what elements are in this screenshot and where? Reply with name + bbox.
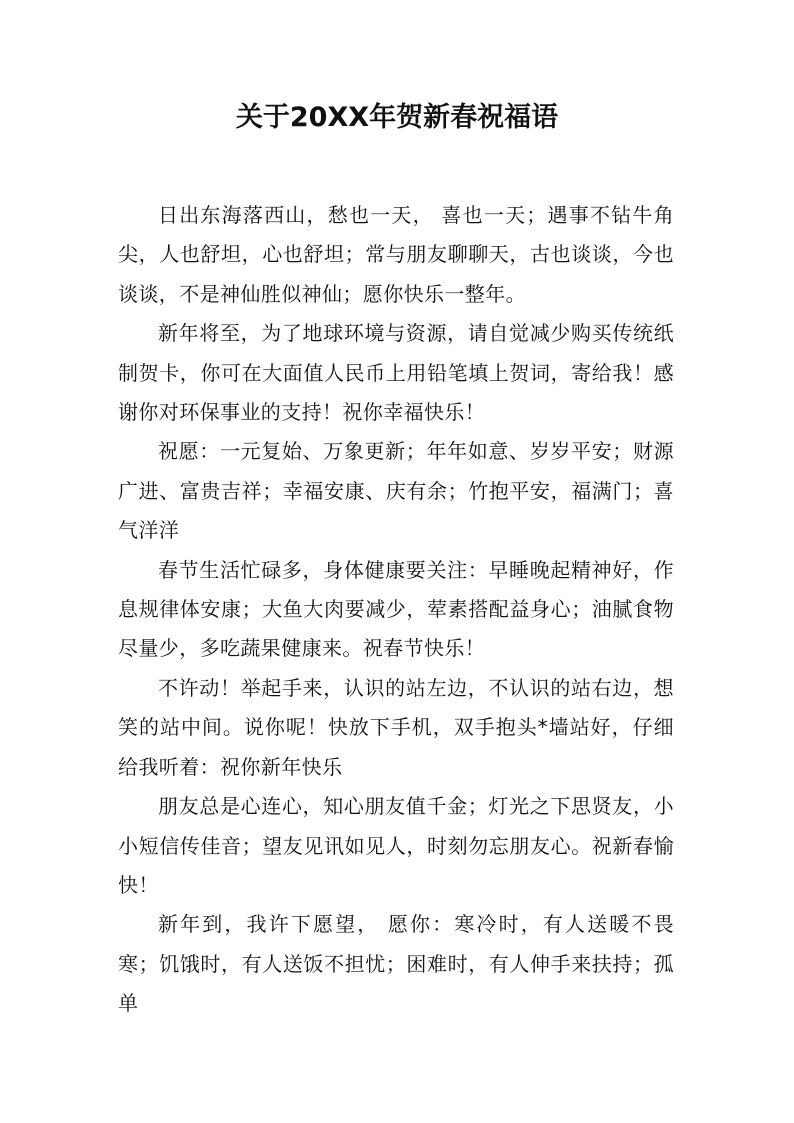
document-title: 关于20XX年贺新春祝福语 (235, 102, 559, 133)
paragraph: 祝愿：一元复始、万象更新；年年如意、岁岁平安；财源广进、富贵吉祥；幸福安康、庆有余；竹抱平安，福满门；喜气洋洋 (118, 439, 674, 543)
paragraph: 朋友总是心连心，知心朋友值千金；灯光之下思贤友，小小短信传佳音；望友见讯如见人，时刻勿忘朋友心。祝新春愉快！ (118, 794, 674, 897)
paragraph: 新年将至，为了地球环境与资源，请自觉减少购买传统纸制贺卡，你可在大面值人民币上用铅笔填上贺词，寄给我！感谢你对环保事业的支持！祝你幸福快乐！ (118, 321, 674, 425)
document-body (118, 196, 674, 1024)
paragraph: 春节生活忙碌多，身体健康要关注：早睡晚起精神好，作息规律体安康；大鱼大肉要减少，荤素搭配益身心；油腻食物尽量少，多吃蔬果健康来。祝春节快乐！ (118, 557, 674, 661)
paragraph: 新年到，我许下愿望， 愿你：寒冷时，有人送暖不畏寒；饥饿时，有人送饭不担忧；困难时，有人伸手来扶持；孤单 (118, 912, 674, 1016)
paragraph: 日出东海落西山，愁也一天， 喜也一天；遇事不钻牛角尖，人也舒坦，心也舒坦；常与朋友聊聊天，古也谈谈，今也谈谈，不是神仙胜似神仙；愿你快乐一整年。 (118, 203, 674, 306)
paragraph: 不许动！举起手来，认识的站左边，不认识的站右边，想笑的站中间。说你呢！快放下手机，双手抱头*墙站好，仔细给我听着：祝你新年快乐 (118, 675, 674, 779)
